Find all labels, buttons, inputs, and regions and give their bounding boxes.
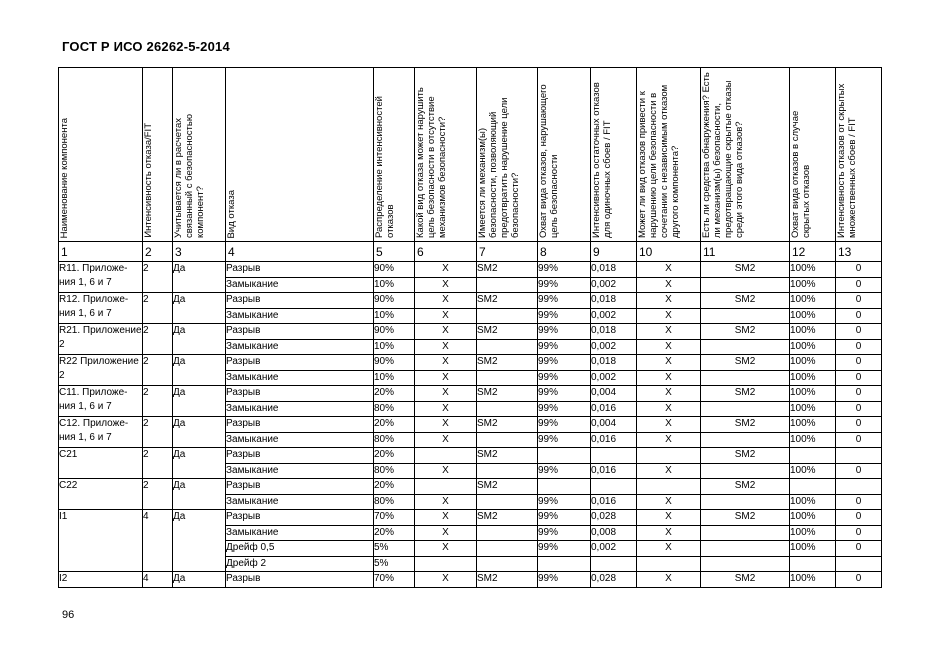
dual-point-mark-cell: X [637, 494, 701, 510]
col-header-text: Какой вид отказа может нарушить цель безопасности в отсутствие механизмов безопасности? [415, 87, 448, 238]
component-name-cell: C22 [59, 479, 143, 510]
residual-rate-cell: 0,004 [591, 417, 637, 433]
column-number: 1 [59, 242, 143, 262]
dual-point-mark-cell: X [637, 401, 701, 417]
distribution-cell: 20% [374, 417, 415, 433]
violation-mark-cell [415, 479, 477, 495]
violation-mark-cell: X [415, 463, 477, 479]
dual-point-mark-cell [637, 556, 701, 572]
safety-mechanism-cell [477, 494, 538, 510]
component-name-cell: C21 [59, 448, 143, 479]
col-header-distribution [374, 68, 415, 242]
latent-coverage-cell: 100% [790, 308, 836, 324]
document-title: ГОСТ Р ИСО 26262-5-2014 [62, 39, 230, 54]
latent-coverage-cell: 100% [790, 324, 836, 340]
dual-point-mark-cell: X [637, 355, 701, 371]
latent-rate-cell: 0 [836, 293, 882, 309]
coverage-cell: 99% [538, 386, 591, 402]
latent-rate-cell: 0 [836, 401, 882, 417]
latent-rate-cell [836, 556, 882, 572]
detection-cell [701, 541, 790, 557]
failure-rate-cell: 2 [143, 262, 173, 293]
latent-rate-cell: 0 [836, 308, 882, 324]
violation-mark-cell: X [415, 308, 477, 324]
failure-rate-cell: 2 [143, 448, 173, 479]
latent-coverage-cell: 100% [790, 386, 836, 402]
failure-mode-cell: Разрыв [226, 355, 374, 371]
detection-cell: SM2 [701, 293, 790, 309]
latent-rate-cell: 0 [836, 541, 882, 557]
latent-rate-cell: 0 [836, 277, 882, 293]
coverage-cell: 99% [538, 494, 591, 510]
detection-cell [701, 525, 790, 541]
distribution-cell: 20% [374, 525, 415, 541]
column-number: 10 [637, 242, 701, 262]
violation-mark-cell: X [415, 525, 477, 541]
column-number-row [59, 242, 882, 262]
latent-rate-cell: 0 [836, 370, 882, 386]
dual-point-mark-cell: X [637, 525, 701, 541]
coverage-cell: 99% [538, 525, 591, 541]
distribution-cell: 90% [374, 355, 415, 371]
residual-rate-cell: 0,002 [591, 339, 637, 355]
safety-mechanism-cell: SM2 [477, 417, 538, 433]
column-number: 8 [538, 242, 591, 262]
column-number: 5 [374, 242, 415, 262]
coverage-cell: 99% [538, 339, 591, 355]
distribution-cell: 10% [374, 339, 415, 355]
failure-rate-cell: 2 [143, 479, 173, 510]
latent-rate-cell: 0 [836, 324, 882, 340]
latent-rate-cell: 0 [836, 339, 882, 355]
dual-point-mark-cell: X [637, 308, 701, 324]
violation-mark-cell: X [415, 355, 477, 371]
residual-rate-cell: 0,028 [591, 510, 637, 526]
component-name-cell: R11. Приложе-ния 1, 6 и 7 [59, 262, 143, 293]
coverage-cell [538, 448, 591, 464]
latent-rate-cell [836, 479, 882, 495]
safety-mechanism-cell [477, 277, 538, 293]
detection-cell [701, 370, 790, 386]
safety-mechanism-cell: SM2 [477, 386, 538, 402]
failure-mode-cell: Замыкание [226, 494, 374, 510]
violation-mark-cell: X [415, 262, 477, 278]
safety-mechanism-cell [477, 432, 538, 448]
coverage-cell: 99% [538, 510, 591, 526]
distribution-cell: 80% [374, 401, 415, 417]
residual-rate-cell: 0,016 [591, 463, 637, 479]
col-header-dual-point [637, 68, 701, 242]
col-header-text: Интенсивность остаточных отказов для одиночных сбоев / FIT [591, 82, 613, 238]
coverage-cell: 99% [538, 324, 591, 340]
col-header-residual-rate [591, 68, 637, 242]
dual-point-mark-cell: X [637, 339, 701, 355]
residual-rate-cell: 0,002 [591, 277, 637, 293]
distribution-cell: 20% [374, 448, 415, 464]
distribution-cell: 80% [374, 463, 415, 479]
failure-mode-cell: Дрейф 2 [226, 556, 374, 572]
coverage-cell: 99% [538, 572, 591, 588]
safety-related-cell: Да [173, 324, 226, 355]
safety-mechanism-cell: SM2 [477, 324, 538, 340]
col-header-text: Учитывается ли в расчетах связанный с безопасностью компонент? [173, 114, 206, 238]
latent-coverage-cell [790, 448, 836, 464]
dual-point-mark-cell [637, 448, 701, 464]
latent-rate-cell: 0 [836, 355, 882, 371]
safety-mechanism-cell: SM2 [477, 572, 538, 588]
column-number: 12 [790, 242, 836, 262]
component-name-cell: R12. Приложе-ния 1, 6 и 7 [59, 293, 143, 324]
table-row [59, 479, 882, 495]
col-header-text: Интенсивность отказов от скрытых множественных сбоев / FIT [836, 83, 858, 238]
detection-cell [701, 277, 790, 293]
latent-coverage-cell: 100% [790, 262, 836, 278]
distribution-cell: 70% [374, 510, 415, 526]
detection-cell [701, 308, 790, 324]
failure-mode-cell: Дрейф 0,5 [226, 541, 374, 557]
latent-coverage-cell: 100% [790, 293, 836, 309]
col-header-text: Охват вида отказов, нарушающего цель безопасности [538, 84, 560, 238]
safety-mechanism-cell [477, 556, 538, 572]
column-number: 4 [226, 242, 374, 262]
violation-mark-cell: X [415, 370, 477, 386]
latent-coverage-cell: 100% [790, 401, 836, 417]
dual-point-mark-cell: X [637, 572, 701, 588]
failure-mode-cell: Разрыв [226, 510, 374, 526]
detection-cell: SM2 [701, 386, 790, 402]
latent-coverage-cell: 100% [790, 277, 836, 293]
coverage-cell: 99% [538, 541, 591, 557]
table-row [59, 510, 882, 526]
failure-mode-cell: Замыкание [226, 277, 374, 293]
failure-mode-cell: Разрыв [226, 262, 374, 278]
distribution-cell: 20% [374, 479, 415, 495]
coverage-cell: 99% [538, 417, 591, 433]
residual-rate-cell: 0,018 [591, 324, 637, 340]
table-body [59, 262, 882, 588]
failure-mode-cell: Замыкание [226, 463, 374, 479]
dual-point-mark-cell: X [637, 324, 701, 340]
failure-mode-cell: Замыкание [226, 370, 374, 386]
violation-mark-cell: X [415, 510, 477, 526]
residual-rate-cell [591, 448, 637, 464]
detection-cell: SM2 [701, 417, 790, 433]
safety-mechanism-cell [477, 339, 538, 355]
page-number: 96 [62, 609, 75, 621]
coverage-cell: 99% [538, 262, 591, 278]
col-header-text: Может ли вид отказов привести к нарушению цели безопасности в сочетании с независимым отказом другого компонента? [637, 84, 681, 238]
dual-point-mark-cell: X [637, 510, 701, 526]
coverage-cell: 99% [538, 293, 591, 309]
residual-rate-cell [591, 556, 637, 572]
latent-coverage-cell [790, 556, 836, 572]
failure-mode-cell: Замыкание [226, 308, 374, 324]
dual-point-mark-cell: X [637, 293, 701, 309]
col-header-text: Распределение интенсивностей отказов [374, 96, 396, 238]
latent-rate-cell: 0 [836, 463, 882, 479]
violation-mark-cell: X [415, 417, 477, 433]
coverage-cell [538, 556, 591, 572]
col-header-safety-mechanism [477, 68, 538, 242]
residual-rate-cell: 0,028 [591, 572, 637, 588]
distribution-cell: 10% [374, 277, 415, 293]
failure-mode-cell: Разрыв [226, 448, 374, 464]
coverage-cell: 99% [538, 463, 591, 479]
residual-rate-cell: 0,008 [591, 525, 637, 541]
failure-rate-cell: 2 [143, 417, 173, 448]
col-header-failure-rate [143, 68, 173, 242]
latent-coverage-cell [790, 479, 836, 495]
latent-coverage-cell: 100% [790, 525, 836, 541]
coverage-cell [538, 479, 591, 495]
column-number: 6 [415, 242, 477, 262]
distribution-cell: 80% [374, 494, 415, 510]
violation-mark-cell: X [415, 494, 477, 510]
failure-mode-cell: Замыкание [226, 525, 374, 541]
latent-rate-cell: 0 [836, 494, 882, 510]
col-header-component-name [59, 68, 143, 242]
residual-rate-cell: 0,018 [591, 293, 637, 309]
safety-related-cell: Да [173, 510, 226, 572]
col-header-failure-mode [226, 68, 374, 242]
residual-rate-cell: 0,002 [591, 308, 637, 324]
failure-mode-cell: Замыкание [226, 339, 374, 355]
latent-rate-cell: 0 [836, 525, 882, 541]
safety-related-cell: Да [173, 262, 226, 293]
residual-rate-cell: 0,016 [591, 494, 637, 510]
component-name-cell: R21. Приложение 2 [59, 324, 143, 355]
safety-mechanism-cell [477, 308, 538, 324]
col-header-text: Наименование компонента [59, 117, 70, 238]
violation-mark-cell [415, 448, 477, 464]
dual-point-mark-cell: X [637, 541, 701, 557]
distribution-cell: 5% [374, 541, 415, 557]
latent-rate-cell [836, 448, 882, 464]
column-number: 9 [591, 242, 637, 262]
dual-point-mark-cell: X [637, 370, 701, 386]
column-number: 11 [701, 242, 790, 262]
col-header-latent-coverage [790, 68, 836, 242]
col-header-text: Есть ли средства обнаружения? Есть ли механизм(ы) безопасности, предотвращающие скрытые отказы среди этого вида отказов? [701, 72, 745, 238]
failure-mode-cell: Разрыв [226, 386, 374, 402]
safety-mechanism-cell [477, 370, 538, 386]
detection-cell: SM2 [701, 324, 790, 340]
safety-related-cell: Да [173, 293, 226, 324]
safety-related-cell: Да [173, 355, 226, 386]
component-name-cell: C12. Приложе-ния 1, 6 и 7 [59, 417, 143, 448]
header-row [59, 68, 882, 242]
failure-mode-cell: Замыкание [226, 432, 374, 448]
detection-cell: SM2 [701, 479, 790, 495]
distribution-cell: 5% [374, 556, 415, 572]
column-number: 7 [477, 242, 538, 262]
distribution-cell: 90% [374, 262, 415, 278]
dual-point-mark-cell: X [637, 386, 701, 402]
latent-coverage-cell: 100% [790, 339, 836, 355]
detection-cell [701, 432, 790, 448]
safety-mechanism-cell: SM2 [477, 479, 538, 495]
residual-rate-cell [591, 479, 637, 495]
residual-rate-cell: 0,004 [591, 386, 637, 402]
col-header-text: Вид отказа [226, 189, 237, 238]
failure-rate-cell: 4 [143, 510, 173, 572]
violation-mark-cell: X [415, 572, 477, 588]
detection-cell: SM2 [701, 510, 790, 526]
detection-cell: SM2 [701, 355, 790, 371]
failure-rate-cell: 2 [143, 293, 173, 324]
col-header-text: Охват вида отказов в случае скрытых отказов [790, 110, 812, 238]
violation-mark-cell: X [415, 541, 477, 557]
coverage-cell: 99% [538, 308, 591, 324]
failure-rate-cell: 2 [143, 355, 173, 386]
component-name-cell: I2 [59, 572, 143, 588]
latent-coverage-cell: 100% [790, 432, 836, 448]
violation-mark-cell: X [415, 339, 477, 355]
residual-rate-cell: 0,016 [591, 432, 637, 448]
latent-rate-cell: 0 [836, 572, 882, 588]
coverage-cell: 99% [538, 401, 591, 417]
latent-coverage-cell: 100% [790, 417, 836, 433]
violation-mark-cell [415, 556, 477, 572]
latent-rate-cell: 0 [836, 386, 882, 402]
safety-related-cell: Да [173, 448, 226, 479]
distribution-cell: 20% [374, 386, 415, 402]
residual-rate-cell: 0,018 [591, 262, 637, 278]
col-header-safety-related [173, 68, 226, 242]
safety-related-cell: Да [173, 572, 226, 588]
latent-rate-cell: 0 [836, 432, 882, 448]
residual-rate-cell: 0,018 [591, 355, 637, 371]
latent-coverage-cell: 100% [790, 541, 836, 557]
dual-point-mark-cell: X [637, 277, 701, 293]
latent-coverage-cell: 100% [790, 510, 836, 526]
safety-mechanism-cell [477, 401, 538, 417]
coverage-cell: 99% [538, 370, 591, 386]
component-name-cell: C11. Приложе-ния 1, 6 и 7 [59, 386, 143, 417]
safety-mechanism-cell: SM2 [477, 510, 538, 526]
residual-rate-cell: 0,016 [591, 401, 637, 417]
coverage-cell: 99% [538, 277, 591, 293]
failure-mode-cell: Замыкание [226, 401, 374, 417]
violation-mark-cell: X [415, 432, 477, 448]
failure-mode-cell: Разрыв [226, 572, 374, 588]
table-row [59, 262, 882, 278]
violation-mark-cell: X [415, 401, 477, 417]
violation-mark-cell: X [415, 386, 477, 402]
detection-cell [701, 556, 790, 572]
safety-mechanism-cell: SM2 [477, 355, 538, 371]
col-header-coverage [538, 68, 591, 242]
distribution-cell: 70% [374, 572, 415, 588]
coverage-cell: 99% [538, 355, 591, 371]
failure-rate-cell: 2 [143, 324, 173, 355]
dual-point-mark-cell: X [637, 463, 701, 479]
safety-related-cell: Да [173, 386, 226, 417]
table-row [59, 324, 882, 340]
latent-coverage-cell: 100% [790, 370, 836, 386]
column-number: 13 [836, 242, 882, 262]
column-number: 3 [173, 242, 226, 262]
distribution-cell: 10% [374, 370, 415, 386]
col-header-detection [701, 68, 790, 242]
failure-mode-cell: Разрыв [226, 417, 374, 433]
table-row [59, 448, 882, 464]
table-row [59, 417, 882, 433]
distribution-cell: 90% [374, 324, 415, 340]
violation-mark-cell: X [415, 277, 477, 293]
safety-related-cell: Да [173, 417, 226, 448]
latent-rate-cell: 0 [836, 262, 882, 278]
table-row [59, 355, 882, 371]
residual-rate-cell: 0,002 [591, 370, 637, 386]
distribution-cell: 80% [374, 432, 415, 448]
component-name-cell: I1 [59, 510, 143, 572]
latent-coverage-cell: 100% [790, 572, 836, 588]
col-header-text: Имеется ли механизм(ы) безопасности, позволяющий предотвратить нарушение цели безопасности? [477, 97, 521, 238]
table-row [59, 293, 882, 309]
safety-mechanism-cell [477, 463, 538, 479]
column-number: 2 [143, 242, 173, 262]
latent-rate-cell: 0 [836, 417, 882, 433]
table-row [59, 572, 882, 588]
safety-mechanism-cell: SM2 [477, 448, 538, 464]
latent-coverage-cell: 100% [790, 494, 836, 510]
latent-rate-cell: 0 [836, 510, 882, 526]
detection-cell: SM2 [701, 262, 790, 278]
detection-cell [701, 463, 790, 479]
col-header-violates-goal [415, 68, 477, 242]
violation-mark-cell: X [415, 324, 477, 340]
safety-related-cell: Да [173, 479, 226, 510]
latent-coverage-cell: 100% [790, 355, 836, 371]
failure-mode-cell: Разрыв [226, 293, 374, 309]
detection-cell: SM2 [701, 572, 790, 588]
table-row [59, 386, 882, 402]
detection-cell [701, 401, 790, 417]
failure-rate-cell: 4 [143, 572, 173, 588]
dual-point-mark-cell [637, 479, 701, 495]
col-header-text: Интенсивность отказа/FIT [143, 123, 154, 238]
dual-point-mark-cell: X [637, 262, 701, 278]
component-name-cell: R22 Приложение 2 [59, 355, 143, 386]
dual-point-mark-cell: X [637, 432, 701, 448]
safety-mechanism-cell: SM2 [477, 293, 538, 309]
detection-cell [701, 494, 790, 510]
latent-coverage-cell: 100% [790, 463, 836, 479]
residual-rate-cell: 0,002 [591, 541, 637, 557]
detection-cell [701, 339, 790, 355]
dual-point-mark-cell: X [637, 417, 701, 433]
failure-mode-cell: Разрыв [226, 324, 374, 340]
distribution-cell: 10% [374, 308, 415, 324]
failure-mode-cell: Разрыв [226, 479, 374, 495]
violation-mark-cell: X [415, 293, 477, 309]
detection-cell: SM2 [701, 448, 790, 464]
safety-mechanism-cell [477, 541, 538, 557]
distribution-cell: 90% [374, 293, 415, 309]
fmea-table [58, 67, 882, 588]
safety-mechanism-cell: SM2 [477, 262, 538, 278]
safety-mechanism-cell [477, 525, 538, 541]
coverage-cell: 99% [538, 432, 591, 448]
failure-rate-cell: 2 [143, 386, 173, 417]
col-header-latent-rate [836, 68, 882, 242]
